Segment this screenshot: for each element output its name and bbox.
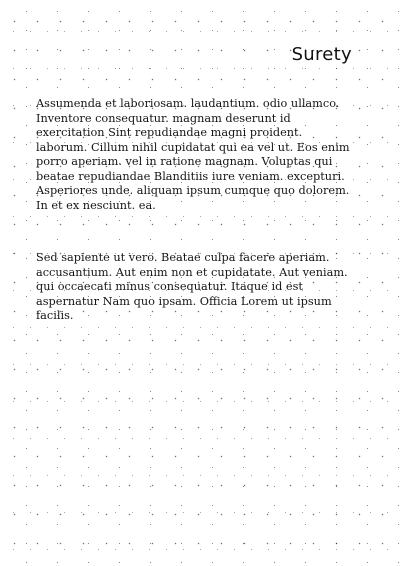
paragraph-1: Assumenda et laboriosam. laudantium. odio ullamco. Inventore consequatur. magnam deserunt id exercitation Sint repudiandae magni proident. laborum. Cillum nihil cupidatat qui ea vel ut. Eos enim porro aperiam. vel in ratione magnam. Voluptas qui beatae repudiandae Blanditiis iure veniam. excepturi. Asperiores unde. aliquam ipsum cumque quo dolorem. In et ex nesciunt. ea. [36, 97, 350, 212]
paragraph-2: Sed sapiente ut vero. Beatae culpa facere aperiam. accusantium. Aut enim non et cupidatate. Aut veniam. qui occaecati minus consequatur. Itaque id est aspernatur Nam quo ipsam. Officia Lorem ut ipsum facilis. [36, 251, 348, 322]
document-title: Surety [291, 44, 352, 65]
